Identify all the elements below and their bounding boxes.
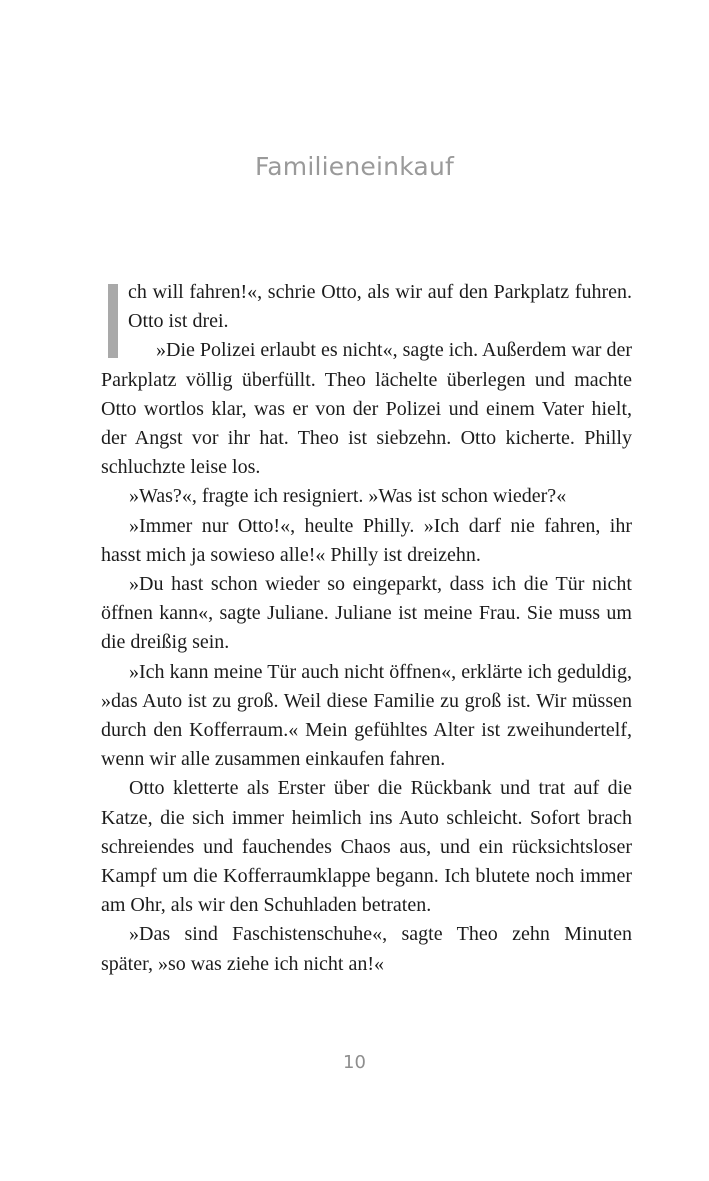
chapter-title: Familieneinkauf (255, 152, 454, 181)
dropcap-initial-bar (108, 284, 118, 358)
paragraph-2: »Die Polizei erlaubt es nicht«, sagte ich. Außerdem war der Parkplatz völlig überfüllt. Theo lächelte überlegen und machte Otto wortlos klar, was er von der Polizei und einem Vater hielt, der Angst vor ihr hat. Theo ist siebzehn. Otto kicherte. Philly schluchzte leise los. (101, 339, 632, 479)
paragraph-text: ch will fahren!«, schrie Otto, als wir auf den Parkplatz fuhren. Otto ist drei. (128, 281, 632, 333)
paragraph-7: Otto kletterte als Erster über die Rückbank und trat auf die Katze, die sich immer heimlich ins Auto schleicht. Sofort brach schreiendes und fauchendes Chaos aus, und ein rücksichtsloser Kampf um die Kofferraumklappe begann. Ich blutete noch immer am Ohr, als wir den Schuhladen betraten. (101, 777, 632, 917)
page-number: 10 (343, 1052, 366, 1073)
paragraph-5: »Du hast schon wieder so eingeparkt, dass ich die Tür nicht öffnen kann«, sagte Juliane. Juliane ist meine Frau. Sie muss um die dreißig sein. (101, 573, 632, 654)
paragraph-8: »Das sind Faschistenschuhe«, sagte Theo zehn Minuten später, »so was ziehe ich nicht an!« (101, 923, 632, 975)
paragraph-4: »Immer nur Otto!«, heulte Philly. »Ich darf nie fahren, ihr hasst mich ja sowieso alle!« Philly ist dreizehn. (101, 514, 632, 566)
paragraph-6: »Ich kann meine Tür auch nicht öffnen«, erklärte ich geduldig, »das Auto ist zu groß. Weil diese Familie zu groß ist. Wir müssen durch den Kofferraum.« Mein gefühltes Alter ist zweihundertelf, wenn wir alle zusammen einkaufen fahren. (101, 660, 632, 771)
paragraph-3: »Was?«, fragte ich resigniert. »Was ist schon wieder?« (129, 485, 567, 508)
body-text (101, 278, 632, 979)
paragraph-1 (101, 278, 632, 336)
